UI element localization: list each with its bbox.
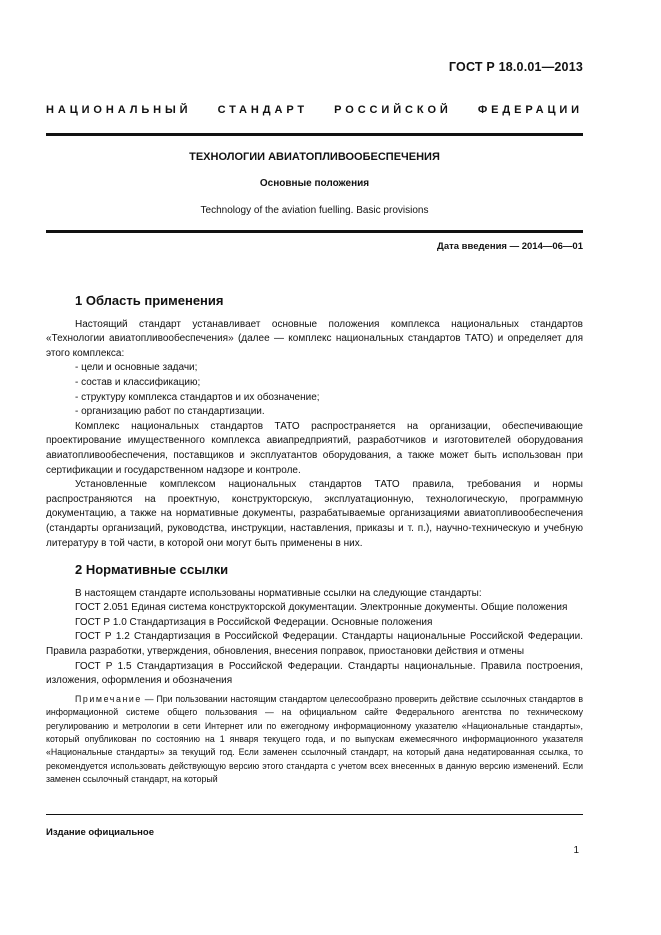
section-1-paragraph: Установленные комплексом национальных стандартов ТАТО правила, требования и нормы распространяются на проектную, конструкторскую, эксплуатационную, технологическую, программную документацию, а также на нормативные документы, разрабатываемые организациями авиатопливообеспечения (стандарты организаций, руководства, инструкции, наставления, приказы и т. п.), научно-техническую и учебную литературу в той части, в которой они могут быть применены в них. [46, 479, 583, 549]
introduction-date: Дата введения — 2014—06—01 [437, 241, 583, 252]
list-item: - цели и основные задачи; [75, 362, 198, 374]
edition-label: Издание официальное [46, 827, 154, 838]
section-2-paragraph: В настоящем стандарте использованы нормативные ссылки на следующие стандарты: [75, 587, 482, 599]
normative-reference: ГОСТ 2.051 Единая система конструкторской документации. Электронные документы. Общие положения [75, 602, 568, 614]
document-title: ТЕХНОЛОГИИ АВИАТОПЛИВООБЕСПЕЧЕНИЯ [189, 151, 440, 163]
note-label: Примечание [75, 693, 142, 704]
header-rule-bottom [46, 230, 583, 233]
list-item: - структуру комплекса стандартов и их обозначение; [75, 391, 320, 403]
normative-reference: ГОСТ Р 1.5 Стандартизация в Российской Федерации. Стандарты национальные. Правила построения, изложения, оформления и обозначения [46, 660, 583, 687]
section-1-list [46, 361, 583, 419]
section-1-paragraph: Настоящий стандарт устанавливает основные положения комплекса национальных стандартов «Технологии авиатопливообеспечения» (далее — комплекс национальных стандартов ТАТО) и определяет для этого комплекса: [46, 318, 583, 359]
section-1-paragraph: Комплекс национальных стандартов ТАТО распространяется на организации, обеспечивающие проектирование имущественного комплекса авиапредприятий, разработчиков и изготовителей оборудования авиатопливообеспечения, поставщиков и эксплуатантов оборудования, а также может быть использован при сертификации и государственном надзоре и контроле. [46, 420, 583, 476]
list-item: - организацию работ по стандартизации. [75, 406, 265, 418]
note-text: — При пользовании настоящим стандартом целесообразно проверить действие ссылочных стандартов в информационной системе общего пользования — на официальном сайте Федерального агентства по техническому регулированию и метрологии в сети Интернет или по ежегодному информационному указателю «Национальные стандарты», который опубликован по состоянию на 1 января текущего года, и по выпускам ежемесячного информационного указателя «Национальные стандарты» за текущий год. Если заменен ссылочный стандарт, на который дана недатированная ссылка, то рекомендуется использовать действующую версию этого стандарта с учетом всех внесенных в данную версию изменений. Если заменен ссылочный стандарт, на который [46, 693, 583, 785]
normative-reference: ГОСТ Р 1.2 Стандартизация в Российской Федерации. Стандарты национальные Российской Федерации. Правила разработки, утверждения, обновления, внесения поправок, приостановки действия и отмены [46, 631, 583, 658]
document-body [46, 294, 583, 787]
english-title: Technology of the aviation fuelling. Basic provisions [200, 205, 429, 216]
gost-code: ГОСТ Р 18.0.01—2013 [448, 60, 583, 74]
note-paragraph [46, 693, 583, 787]
normative-reference: ГОСТ Р 1.0 Стандартизация в Российской Федерации. Основные положения [75, 616, 433, 628]
footer-rule [46, 814, 583, 815]
section-1-heading: 1 Область применения [75, 293, 224, 308]
document-subtitle: Основные положения [259, 178, 370, 189]
national-standard-banner: НАЦИОНАЛЬНЫЙ СТАНДАРТ РОССИЙСКОЙ ФЕДЕРАЦИИ [46, 104, 583, 116]
header-rule-top [46, 133, 583, 136]
section-2-heading: 2 Нормативные ссылки [75, 562, 229, 578]
list-item: - состав и классификацию; [75, 376, 201, 388]
page-number: 1 [573, 845, 579, 856]
